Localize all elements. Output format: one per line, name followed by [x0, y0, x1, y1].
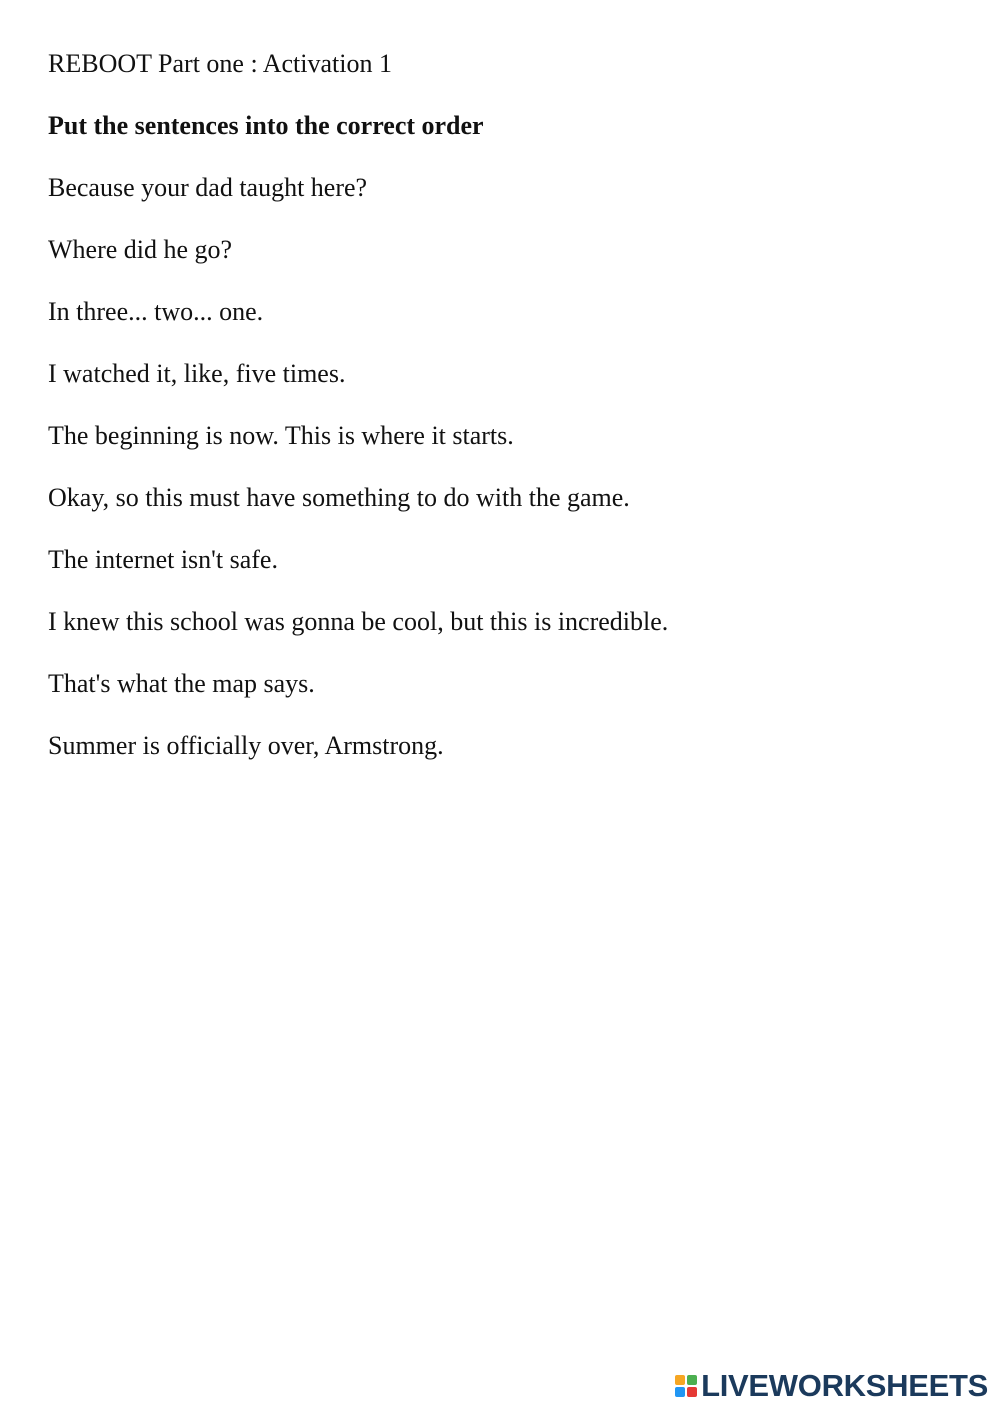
brand-logo	[675, 1368, 988, 1404]
sentence-item-9: That's what the map says.	[48, 669, 315, 698]
sentence-item-2: Where did he go?	[48, 235, 233, 264]
page-title: REBOOT Part one : Activation 1	[48, 49, 392, 78]
sentence-item-3: In three... two... one.	[48, 297, 264, 326]
liveworksheets-logo-icon	[675, 1375, 697, 1397]
logo-square-4	[687, 1387, 697, 1397]
sentence-item-8: I knew this school was gonna be cool, but this is incredible.	[48, 607, 669, 636]
instruction-text: Put the sentences into the correct order	[48, 111, 484, 140]
sentence-item-1: Because your dad taught here?	[48, 173, 368, 202]
sentence-item-10: Summer is officially over, Armstrong.	[48, 731, 444, 760]
brand-name: LIVEWORKSHEETS	[701, 1368, 988, 1403]
logo-square-3	[675, 1387, 685, 1397]
sentence-list	[48, 171, 668, 791]
sentence-item-6: Okay, so this must have something to do with the game.	[48, 483, 630, 512]
logo-square-2	[687, 1375, 697, 1385]
sentence-item-7: The internet isn't safe.	[48, 545, 278, 574]
sentence-item-4: I watched it, like, five times.	[48, 359, 346, 388]
sentence-item-5: The beginning is now. This is where it starts.	[48, 421, 514, 450]
logo-square-1	[675, 1375, 685, 1385]
